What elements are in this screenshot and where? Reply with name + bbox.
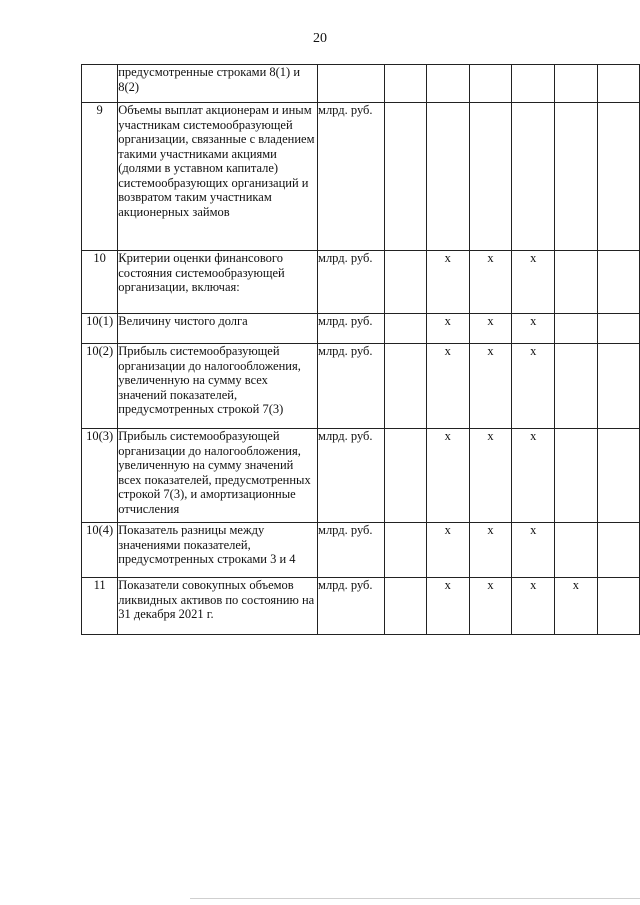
table-row	[82, 578, 640, 635]
row-mark: x	[469, 344, 512, 429]
row-mark	[384, 103, 426, 251]
table-row	[82, 103, 640, 251]
row-mark	[555, 103, 598, 251]
row-mark: x	[426, 578, 469, 635]
row-mark	[597, 344, 639, 429]
row-mark	[555, 65, 598, 103]
row-mark: x	[512, 523, 555, 578]
data-table	[81, 64, 640, 635]
row-mark: x	[512, 251, 555, 314]
row-number: 10(2)	[82, 344, 118, 429]
row-number: 9	[82, 103, 118, 251]
table-row	[82, 344, 640, 429]
row-mark: x	[512, 429, 555, 523]
row-mark	[597, 251, 639, 314]
row-mark	[555, 523, 598, 578]
row-description: Критерии оценки финансового состояния системообразующей организации, включая:	[118, 251, 318, 314]
row-mark	[384, 251, 426, 314]
row-description: Величину чистого долга	[118, 314, 318, 344]
row-mark	[384, 314, 426, 344]
row-unit	[318, 65, 385, 103]
row-unit: млрд. руб.	[318, 314, 385, 344]
row-description: Прибыль системообразующей организации до налогообложения, увеличенную на сумму всех значений показателей, предусмотренных строкой 7(3)	[118, 344, 318, 429]
row-unit: млрд. руб.	[318, 344, 385, 429]
row-mark: x	[469, 251, 512, 314]
row-description: Показатель разницы между значениями показателей, предусмотренных строками 3 и 4	[118, 523, 318, 578]
row-mark	[469, 65, 512, 103]
row-mark	[597, 65, 639, 103]
row-unit: млрд. руб.	[318, 251, 385, 314]
page-number: 20	[313, 31, 327, 46]
table-row	[82, 251, 640, 314]
row-mark: x	[469, 578, 512, 635]
row-number: 11	[82, 578, 118, 635]
row-mark	[384, 578, 426, 635]
row-mark	[384, 523, 426, 578]
row-mark: x	[512, 344, 555, 429]
row-mark: x	[555, 578, 598, 635]
row-description: предусмотренные строками 8(1) и 8(2)	[118, 65, 318, 103]
row-number: 10	[82, 251, 118, 314]
row-mark: x	[512, 314, 555, 344]
row-mark: x	[426, 314, 469, 344]
row-mark: x	[469, 429, 512, 523]
table-row	[82, 523, 640, 578]
row-mark	[555, 314, 598, 344]
row-mark	[426, 103, 469, 251]
row-mark: x	[426, 344, 469, 429]
row-mark	[384, 65, 426, 103]
row-mark	[597, 103, 639, 251]
row-mark	[597, 578, 639, 635]
row-mark	[512, 103, 555, 251]
row-mark	[597, 429, 639, 523]
table-row	[82, 314, 640, 344]
row-unit: млрд. руб.	[318, 578, 385, 635]
row-mark: x	[469, 523, 512, 578]
page-edge-line	[190, 898, 640, 899]
row-mark	[597, 523, 639, 578]
row-unit: млрд. руб.	[318, 429, 385, 523]
row-mark	[384, 429, 426, 523]
row-mark	[512, 65, 555, 103]
row-number: 10(1)	[82, 314, 118, 344]
row-description: Объемы выплат акционерам и иным участникам системообразующей организации, связанные с владением такими участниками акциями (долями в уставном капитале) системообразующих организаций и возвратом таким участникам акционерных займов	[118, 103, 318, 251]
row-mark: x	[426, 523, 469, 578]
row-mark	[426, 65, 469, 103]
row-unit: млрд. руб.	[318, 523, 385, 578]
row-mark: x	[426, 251, 469, 314]
row-mark	[384, 344, 426, 429]
row-mark: x	[469, 314, 512, 344]
table-row	[82, 429, 640, 523]
row-mark	[555, 251, 598, 314]
row-mark	[597, 314, 639, 344]
row-description: Показатели совокупных объемов ликвидных активов по состоянию на 31 декабря 2021 г.	[118, 578, 318, 635]
row-mark: x	[426, 429, 469, 523]
row-description: Прибыль системообразующей организации до налогообложения, увеличенную на сумму значений всех показателей, предусмотренных строкой 7(3), и амортизационные отчисления	[118, 429, 318, 523]
row-mark	[469, 103, 512, 251]
row-number: 10(4)	[82, 523, 118, 578]
row-number	[82, 65, 118, 103]
row-number: 10(3)	[82, 429, 118, 523]
table-row	[82, 65, 640, 103]
row-mark: x	[512, 578, 555, 635]
row-mark	[555, 429, 598, 523]
row-mark	[555, 344, 598, 429]
row-unit: млрд. руб.	[318, 103, 385, 251]
